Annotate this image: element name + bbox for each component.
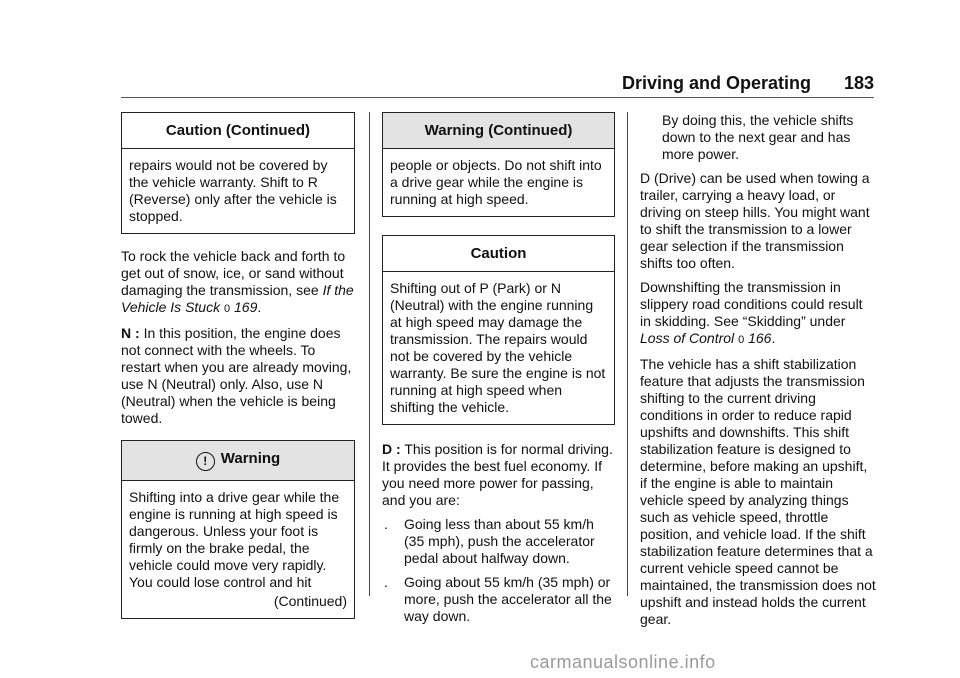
list-item: . Going less than about 55 km/h (35 mph), push the accelerator pedal about halfway down. [384,516,595,566]
column-divider-1 [369,112,370,596]
page-ref[interactable]: 166 [748,330,772,346]
continued-bullet-text: By doing this, the vehicle shifts down to the next gear and has more power. [662,112,854,162]
page-ref-icon: 0 [223,303,231,315]
caution-title: Caution [383,236,614,272]
drive-paragraph: D : This position is for normal driving. It provides the best fuel economy. If you need more power for passing, and you are: [382,441,613,508]
warning-heading [122,441,354,481]
caution-continued-box [121,112,355,234]
rock-paragraph: To rock the vehicle back and forth to get out of snow, ice, or sand without damaging the transmission, see If the Vehicle Is Stuck 0 169. [121,248,354,315]
downshift-paragraph: Downshifting the transmission in slippery road conditions could result in skidding. See “Skidding” under Loss of Control 0 166. [640,279,863,346]
loss-of-control-link[interactable]: Loss of Control [640,330,735,346]
warning-continued-box [382,112,615,217]
watermark: carmanualsonline.info [530,652,716,672]
caution-box [382,235,615,425]
caution-continued-body: repairs would not be covered by the vehicle warranty. Shift to R (Reverse) only after the vehicle is stopped. [129,157,337,224]
stabilization-paragraph: The vehicle has a shift stabilization feature that adjusts the transmission shifting to the current driving conditions in order to reduce rapid upshifts and downshifts. This shift stabilization feature is designed to determine, before making an upshift, if the engine is able to maintain vehicle speed by analyzing things such as vehicle speed, throttle position, and vehicle load. If the shift stabilization feature determines that a current vehicle speed cannot be maintained, the transmission does not upshift and instead holds the current gear. [640,356,876,627]
drive-uses-paragraph: D (Drive) can be used when towing a trailer, carrying a heavy load, or driving on steep hills. You might want to shift the transmission to a lower gear selection if the transmission shifts too often. [640,170,870,271]
warning-continued-title: Warning (Continued) [383,113,614,149]
warning-box [121,440,355,619]
section-title: Driving and Operating [621,73,811,93]
warning-title: Warning [220,450,281,467]
neutral-label: N : [121,325,140,341]
warning-body: Shifting into a drive gear while the engine is running at high speed is dangerous. Unless your foot is firmly on the brake pedal, the vehicle could move very rapidly. You could lose control and hit [129,489,340,590]
warning-icon: ! [196,452,215,471]
stuck-link[interactable]: If the Vehicle Is Stuck [121,282,354,315]
column-3 [640,112,876,635]
caution-body: Shifting out of P (Park) or N (Neutral) with the engine running at high speed may damage the transmission. The repairs would not be covered by the vehicle warranty. Be sure the engine is not running at high speed when shifting the vehicle. [390,280,606,415]
neutral-paragraph: N : In this position, the engine does not connect with the wheels. To restart when you are already moving, use N (Neutral) only. Also, use N (Neutral) when the vehicle is being towed. [121,325,352,426]
page-ref[interactable]: 169 [234,299,258,315]
continued-label: (Continued) [273,593,347,609]
caution-continued-title: Caution (Continued) [122,113,354,149]
column-divider-2 [627,112,628,596]
column-2 [382,112,615,632]
page-ref-icon: 0 [738,334,745,346]
header-rule [121,97,874,98]
list-item: . Going about 55 km/h (35 mph) or more, push the accelerator all the way down. [384,574,612,624]
warning-continued-body: people or objects. Do not shift into a drive gear while the engine is running at high speed. [390,157,602,207]
page-number: 183 [843,73,874,93]
column-1 [121,112,355,619]
drive-label: D : [382,441,401,457]
page-header [121,70,874,98]
